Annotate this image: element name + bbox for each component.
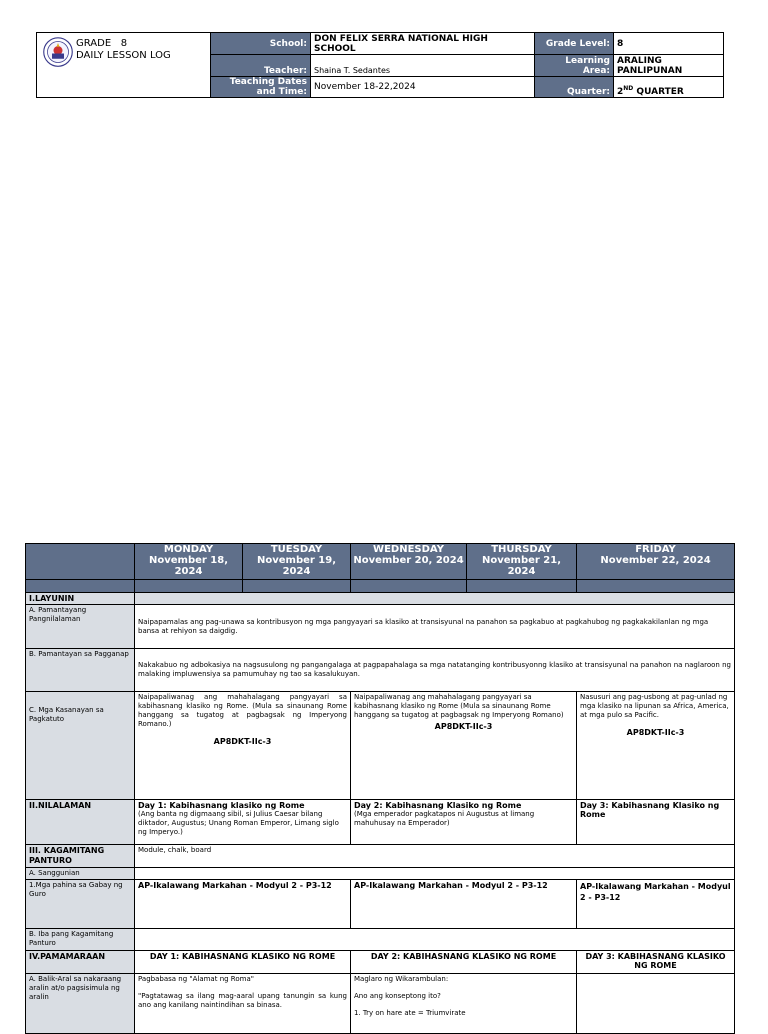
pamamaraan-heading: IV.PAMAMARAAN: [26, 951, 135, 974]
nilalaman-day3: Day 3: Kabihasnang Klasiko ng Rome: [577, 800, 735, 845]
daily-lesson-log-title: DAILY LESSON LOG: [76, 50, 171, 61]
gabay-guro-wed-thu: AP-Ikalawang Markahan - Modyul 2 - P3-12: [351, 880, 577, 929]
balik-aral-label: A. Balik-Aral sa nakaraang aralin at/o pagsisimula ng aralin: [26, 974, 135, 1034]
kasanayan-code-mon-tue: AP8DKT-IIc-3: [213, 737, 272, 746]
kasanayan-mon-tue: Naipapaliwanag ang mahahalagang pangyayari sa kabihasnang klasiko ng Rome. (Mula sa sinaunang Rome hanggang sa tugatog at pagbagsak ng Imperyong Romano.) AP8DKT-IIc-3: [135, 692, 351, 800]
deped-seal-icon: [43, 37, 73, 67]
lesson-log-table: [25, 543, 735, 1034]
teaching-dates-value: November 18-22,2024: [311, 77, 535, 98]
nilalaman-heading: II.NILALAMAN: [26, 800, 135, 845]
logo-title-cell: [37, 33, 211, 98]
day-header-friday: FRIDAY November 22, 2024: [577, 544, 735, 580]
header-table: [36, 32, 724, 98]
gabay-ng-guro-label: 1.Mga pahina sa Gabay ng Guro: [26, 880, 135, 929]
nilalaman-day1: Day 1: Kabihasnang klasiko ng Rome (Ang banta ng digmaang sibil, si Julius Caesar bilang diktador, Augustus; Unang Roman Emperor, Limang siglo ng Imperyo.): [135, 800, 351, 845]
quarter-value: 2ND QUARTER: [614, 77, 724, 98]
teacher-value: Shaina T. Sedantes: [311, 55, 535, 77]
pamantayan-sa-pagganap-text: Nakakabuo ng adbokasiya na nagsusulong ng pangangalaga at pagpapahalaga sa mga natatanging kontribusyonng klasiko at transisyunal na panahon na naglaroon ng malaking impluwensiya sa pamumuhay ng tao sa kasalukuyan.: [135, 649, 735, 692]
iba-pang-kagamitan-label: B. Iba pang Kagamitang Panturo: [26, 929, 135, 951]
layunin-heading: I.LAYUNIN: [26, 593, 135, 605]
learning-area-label: Learning Area:: [535, 55, 614, 77]
kasanayan-code-fri: AP8DKT-IIc-3: [626, 728, 685, 737]
day-header-tuesday: TUESDAY November 19, 2024: [243, 544, 351, 580]
sanggunian-label: A. Sanggunian: [26, 868, 135, 880]
day-header-thursday: THURSDAY November 21, 2024: [467, 544, 577, 580]
grade-title: GRADE 8: [76, 38, 128, 49]
balik-aral-wed-thu: Maglaro ng Wikarambulan: Ano ang konseptong ito? 1. Try on hare ate = Triumvirate: [351, 974, 577, 1034]
pamamaraan-day2: DAY 2: KABIHASNANG KLASIKO NG ROME: [351, 951, 577, 974]
kasanayan-code-wed-thu: AP8DKT-IIc-3: [434, 722, 493, 731]
kasanayan-label: C. Mga Kasanayan sa Pagkatuto: [26, 692, 135, 800]
kasanayan-wed-thu: Naipapaliwanag ang mahahalagang pangyayari sa kabihasnang klasiko ng Rome (Mula sa sinaunang Rome hanggang sa tugatog at pagbagsak ng Imperyong Romano) AP8DKT-IIc-3: [351, 692, 577, 800]
balik-aral-mon-tue: Pagbabasa ng "Alamat ng Roma" "Pagtatawag sa ilang mag-aaral upang tanungin sa kung ano ang kanilang naintindihan sa binasa.: [135, 974, 351, 1034]
day-header-wednesday: WEDNESDAY November 20, 2024: [351, 544, 467, 580]
kasanayan-fri: Nasusuri ang pag-usbong at pag-unlad ng mga klasiko na lipunan sa Africa, America, at mga pulo sa Pacific. AP8DKT-IIc-3: [577, 692, 735, 800]
quarter-label: Quarter:: [535, 77, 614, 98]
pamantayang-pangnilalaman-text: Naipapamalas ang pag-unawa sa kontribusyon ng mga pangyayari sa klasiko at transisyunal na panahon sa pagkabuo at pagkahubog ng pagkakakilanlan ng mga bansa at rehiyon sa daigdig.: [135, 605, 735, 649]
kagamitan-materials: Module, chalk, board: [135, 845, 735, 868]
pamantayang-pangnilalaman-label: A. Pamantayang Pangnilalaman: [26, 605, 135, 649]
learning-area-value: ARALING PANLIPUNAN: [614, 55, 724, 77]
gabay-guro-mon-tue: AP-Ikalawang Markahan - Modyul 2 - P3-12: [135, 880, 351, 929]
day-header-monday: MONDAY November 18, 2024: [135, 544, 243, 580]
pamantayan-sa-pagganap-label: B. Pamantayan sa Pagganap: [26, 649, 135, 692]
balik-aral-fri: [577, 974, 735, 1034]
teacher-label: Teacher:: [211, 55, 311, 77]
kagamitan-heading: III. KAGAMITANG PANTURO: [26, 845, 135, 868]
school-value: DON FELIX SERRA NATIONAL HIGH SCHOOL: [311, 33, 535, 55]
gabay-guro-fri: AP-Ikalawang Markahan - Modyul 2 - P3-12: [577, 880, 735, 929]
nilalaman-day2: Day 2: Kabihasnang Klasiko ng Rome (Mga emperador pagkatapos ni Augustus at limang mahuhusay na Emperador): [351, 800, 577, 845]
school-label: School:: [211, 33, 311, 55]
pamamaraan-day1: DAY 1: KABIHASNANG KLASIKO NG ROME: [135, 951, 351, 974]
pamamaraan-day3: DAY 3: KABIHASNANG KLASIKO NG ROME: [577, 951, 735, 974]
teaching-dates-label: Teaching Dates and Time:: [211, 77, 311, 98]
grade-level-label: Grade Level:: [535, 33, 614, 55]
grade-level-value: 8: [614, 33, 724, 55]
corner-header: [26, 544, 135, 580]
